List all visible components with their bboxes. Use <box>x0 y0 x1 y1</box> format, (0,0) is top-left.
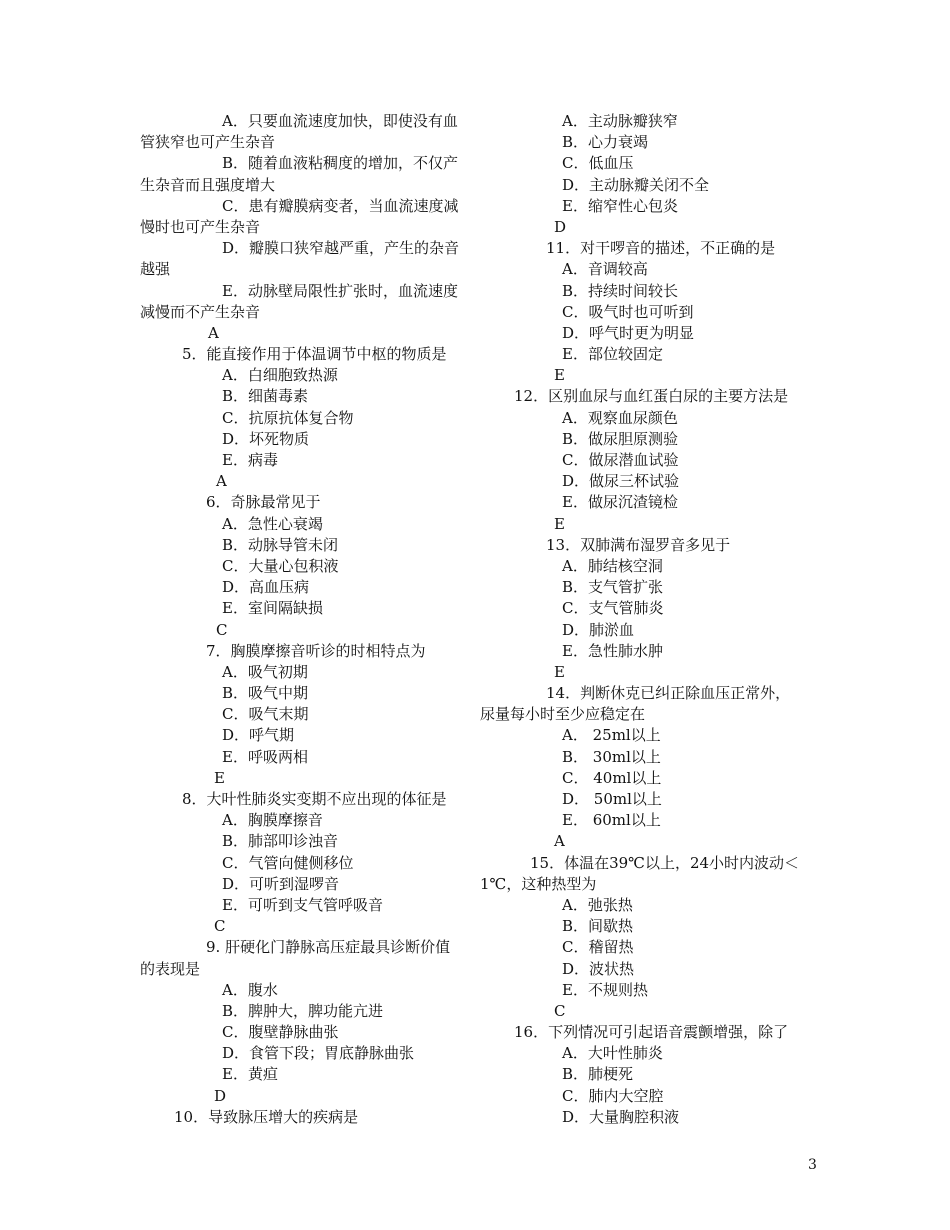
text-line: E．病毒 <box>222 451 278 469</box>
text-line: B．动脉导管未闭 <box>222 535 339 554</box>
text-line: E． 60ml以上 <box>562 811 661 830</box>
text-line: 9. 肝硬化门静脉高压症最具诊断价值 <box>206 938 451 957</box>
text-line: A <box>216 472 227 491</box>
text-line: A．吸气初期 <box>222 662 308 681</box>
text-line: 12．区别血尿与血红蛋白尿的主要方法是 <box>514 387 789 406</box>
text-line: E <box>554 514 565 533</box>
text-line: B．细菌毒素 <box>222 387 309 406</box>
text-line: A．胸膜摩擦音 <box>222 811 323 830</box>
text-line: D．大量胸腔积液 <box>562 1107 680 1126</box>
text-line: B．肺梗死 <box>562 1065 634 1084</box>
text-line: B．肺部叩诊浊音 <box>222 832 339 851</box>
text-line: C．大量心包积液 <box>222 556 339 575</box>
text-line: 6．奇脉最常见于 <box>206 493 321 512</box>
text-line: E．黄疸 <box>222 1065 278 1084</box>
text-line: A．只要血流速度加快，即使没有血 <box>222 112 458 130</box>
left-column <box>140 111 475 1128</box>
text-line: 尿量每小时至少应稳定在 <box>480 705 646 724</box>
text-line: D．肺淤血 <box>562 620 635 639</box>
text-line: D．呼气期 <box>222 726 295 745</box>
text-line: E．部位较固定 <box>562 345 663 364</box>
text-line: 5．能直接作用于体温调节中枢的物质是 <box>182 345 447 364</box>
text-line: A．音调较高 <box>562 260 648 279</box>
text-line: A．主动脉瓣狭窄 <box>562 112 678 130</box>
text-line: D <box>214 1086 227 1105</box>
text-line: D．波状热 <box>562 959 635 978</box>
text-line: C．抗原抗体复合物 <box>222 408 354 427</box>
text-line: C．患有瓣膜病变者，当血流速度减 <box>222 196 459 215</box>
text-line: C <box>214 917 226 936</box>
text-line: A．大叶性肺炎 <box>562 1044 663 1063</box>
text-line: 7．胸膜摩擦音听诊的时相特点为 <box>206 641 426 660</box>
text-line: 15．体温在39℃以上，24小时内波动＜ <box>530 853 800 872</box>
text-line: C．支气管肺炎 <box>562 599 664 618</box>
text-line: B．持续时间较长 <box>562 281 679 300</box>
text-line: D．呼气时更为明显 <box>562 323 695 342</box>
text-line: 的表现是 <box>140 959 201 978</box>
text-line: A <box>208 323 219 342</box>
text-line: A．腹水 <box>222 980 278 999</box>
text-line: E <box>554 662 565 681</box>
text-line: 14．判断休克已纠正除血压正常外， <box>546 684 791 703</box>
text-line: C．气管向健侧移位 <box>222 853 354 872</box>
text-line: E．缩窄性心包炎 <box>562 196 678 215</box>
text-line: B．做尿胆原测验 <box>562 429 679 448</box>
text-line: E．急性肺水肿 <box>562 641 663 660</box>
text-line: C． 40ml以上 <box>562 768 662 787</box>
text-line: 管狭窄也可产生杂音 <box>140 133 276 152</box>
text-line: A <box>554 832 565 851</box>
text-line: 8．大叶性肺炎实变期不应出现的体征是 <box>182 790 447 808</box>
text-line: D <box>554 217 567 236</box>
text-line: D． 50ml以上 <box>562 790 662 808</box>
text-line: 16．下列情况可引起语音震颤增强，除了 <box>514 1023 789 1042</box>
text-line: B．心力衰竭 <box>562 133 649 152</box>
text-line: C．吸气末期 <box>222 705 309 724</box>
text-line: E．做尿沉渣镜检 <box>562 493 678 512</box>
text-line: A．急性心衰竭 <box>222 514 323 533</box>
text-line: 生杂音而且强度增大 <box>140 175 276 194</box>
text-line: D．主动脉瓣关闭不全 <box>562 175 710 194</box>
text-line: E．动脉壁局限性扩张时，血流速度 <box>222 281 458 300</box>
text-line: B．间歇热 <box>562 917 634 936</box>
text-line: A．肺结核空洞 <box>562 556 663 575</box>
text-line: E．可听到支气管呼吸音 <box>222 895 383 914</box>
text-line: C．腹壁静脉曲张 <box>222 1023 339 1042</box>
text-line: B．吸气中期 <box>222 684 309 703</box>
text-line: D．瓣膜口狭窄越严重，产生的杂音 <box>222 239 460 258</box>
text-line: 越强 <box>140 260 171 279</box>
text-line: C <box>216 620 228 639</box>
text-line: E <box>554 366 565 385</box>
text-line: E．不规则热 <box>562 980 648 999</box>
text-line: C <box>554 1001 566 1020</box>
text-line: C．做尿潜血试验 <box>562 451 679 469</box>
text-line: C．低血压 <box>562 154 634 173</box>
text-line: A．白细胞致热源 <box>222 366 338 385</box>
text-line: D．可听到湿啰音 <box>222 874 340 893</box>
text-line: 10．导致脉压增大的疾病是 <box>174 1107 359 1126</box>
text-line: B．支气管扩张 <box>562 578 664 597</box>
text-line: 11．对干啰音的描述，不正确的是 <box>546 239 776 258</box>
text-line: D．做尿三杯试验 <box>562 472 680 491</box>
right-column <box>480 111 810 1128</box>
text-line: C．吸气时也可听到 <box>562 302 694 321</box>
text-line: B． 30ml以上 <box>562 747 661 766</box>
text-line: B．随着血液粘稠度的增加，不仅产 <box>222 154 459 173</box>
text-line: C．肺内大空腔 <box>562 1086 664 1105</box>
text-line: D．坏死物质 <box>222 429 310 448</box>
text-line: B．脾肿大，脾功能亢进 <box>222 1001 384 1020</box>
text-line: D．食管下段；胃底静脉曲张 <box>222 1044 415 1063</box>
text-line: 1℃，这种热型为 <box>480 874 597 893</box>
text-line: A．观察血尿颜色 <box>562 408 678 427</box>
text-line: A． 25ml以上 <box>562 726 661 745</box>
text-line: A．弛张热 <box>562 895 633 914</box>
text-line: E．呼吸两相 <box>222 747 308 766</box>
text-line: 慢时也可产生杂音 <box>140 217 261 236</box>
page-number: 3 <box>808 1157 817 1173</box>
text-line: D．高血压病 <box>222 578 310 597</box>
text-line: E <box>214 768 225 787</box>
text-line: E．室间隔缺损 <box>222 599 323 618</box>
text-line: 减慢而不产生杂音 <box>140 302 261 321</box>
text-line: C．稽留热 <box>562 938 634 957</box>
text-line: 13．双肺满布湿罗音多见于 <box>546 535 731 554</box>
